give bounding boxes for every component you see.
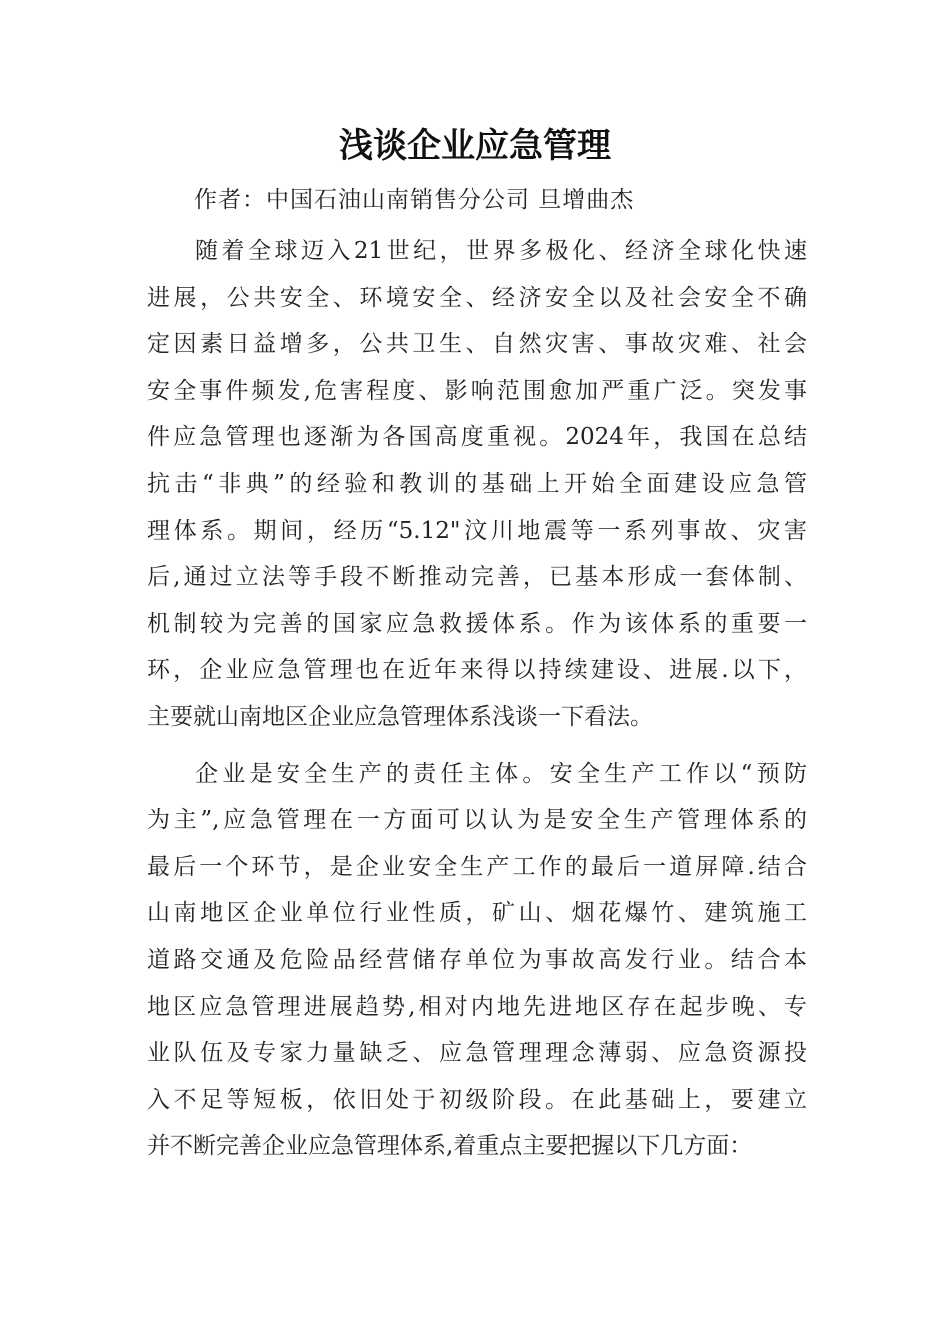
text-line: 企业是安全生产的责任主体。安全生产工作以“预防 — [195, 760, 807, 787]
text-line: 道路交通及危险品经营储存单位为事故高发行业。结合本 — [147, 946, 807, 973]
text-line: 地区应急管理进展趋势,相对内地先进地区存在起步晚、专 — [147, 993, 807, 1020]
text-line: 并不断完善企业应急管理体系,着重点主要把握以下几方面： — [147, 1133, 753, 1160]
text-line: 安全事件频发,危害程度、影响范围愈加严重广泛。突发事 — [147, 377, 807, 404]
document-title: 浅谈企业应急管理 — [339, 126, 611, 166]
text-line: 最后一个环节，是企业安全生产工作的最后一道屏障.结合 — [147, 853, 807, 880]
paragraph-spacer — [147, 741, 807, 751]
text-line: 件应急管理也逐渐为各国高度重视。2024年，我国在总结 — [147, 424, 807, 451]
text-line: 定因素日益增多，公共卫生、自然灾害、事故灾难、社会 — [147, 331, 807, 358]
text-line: 山南地区企业单位行业性质，矿山、烟花爆竹、建筑施工 — [147, 900, 807, 927]
text-line: 业队伍及专家力量缺乏、应急管理理念薄弱、应急资源投 — [147, 1040, 807, 1067]
paragraph-1 — [147, 228, 807, 741]
text-line: 随着全球迈入21世纪，世界多极化、经济全球化快速 — [195, 238, 807, 264]
text-line: 进展，公共安全、环境安全、经济安全以及社会安全不确 — [147, 284, 807, 311]
text-line: 入不足等短板，依旧处于初级阶段。在此基础上，要建立 — [147, 1086, 807, 1113]
author-line: 作者：中国石油山南销售分公司 旦增曲杰 — [194, 187, 635, 213]
text-line: 为主”,应急管理在一方面可以认为是安全生产管理体系的 — [147, 807, 807, 834]
text-line: 环，企业应急管理也在近年来得以持续建设、进展.以下， — [147, 657, 807, 684]
text-line: 理体系。期间，经历“5.12"汶川地震等一系列事故、灾害 — [147, 517, 807, 544]
paragraph-2 — [147, 751, 807, 1170]
text-line: 机制较为完善的国家应急救援体系。作为该体系的重要一 — [147, 610, 807, 637]
document-body — [147, 228, 807, 1170]
text-line: 后,通过立法等手段不断推动完善，已基本形成一套体制、 — [147, 564, 807, 591]
text-line: 主要就山南地区企业应急管理体系浅谈一下看法。 — [147, 703, 653, 730]
text-line: 抗击“非典”的经验和教训的基础上开始全面建设应急管 — [147, 470, 807, 497]
